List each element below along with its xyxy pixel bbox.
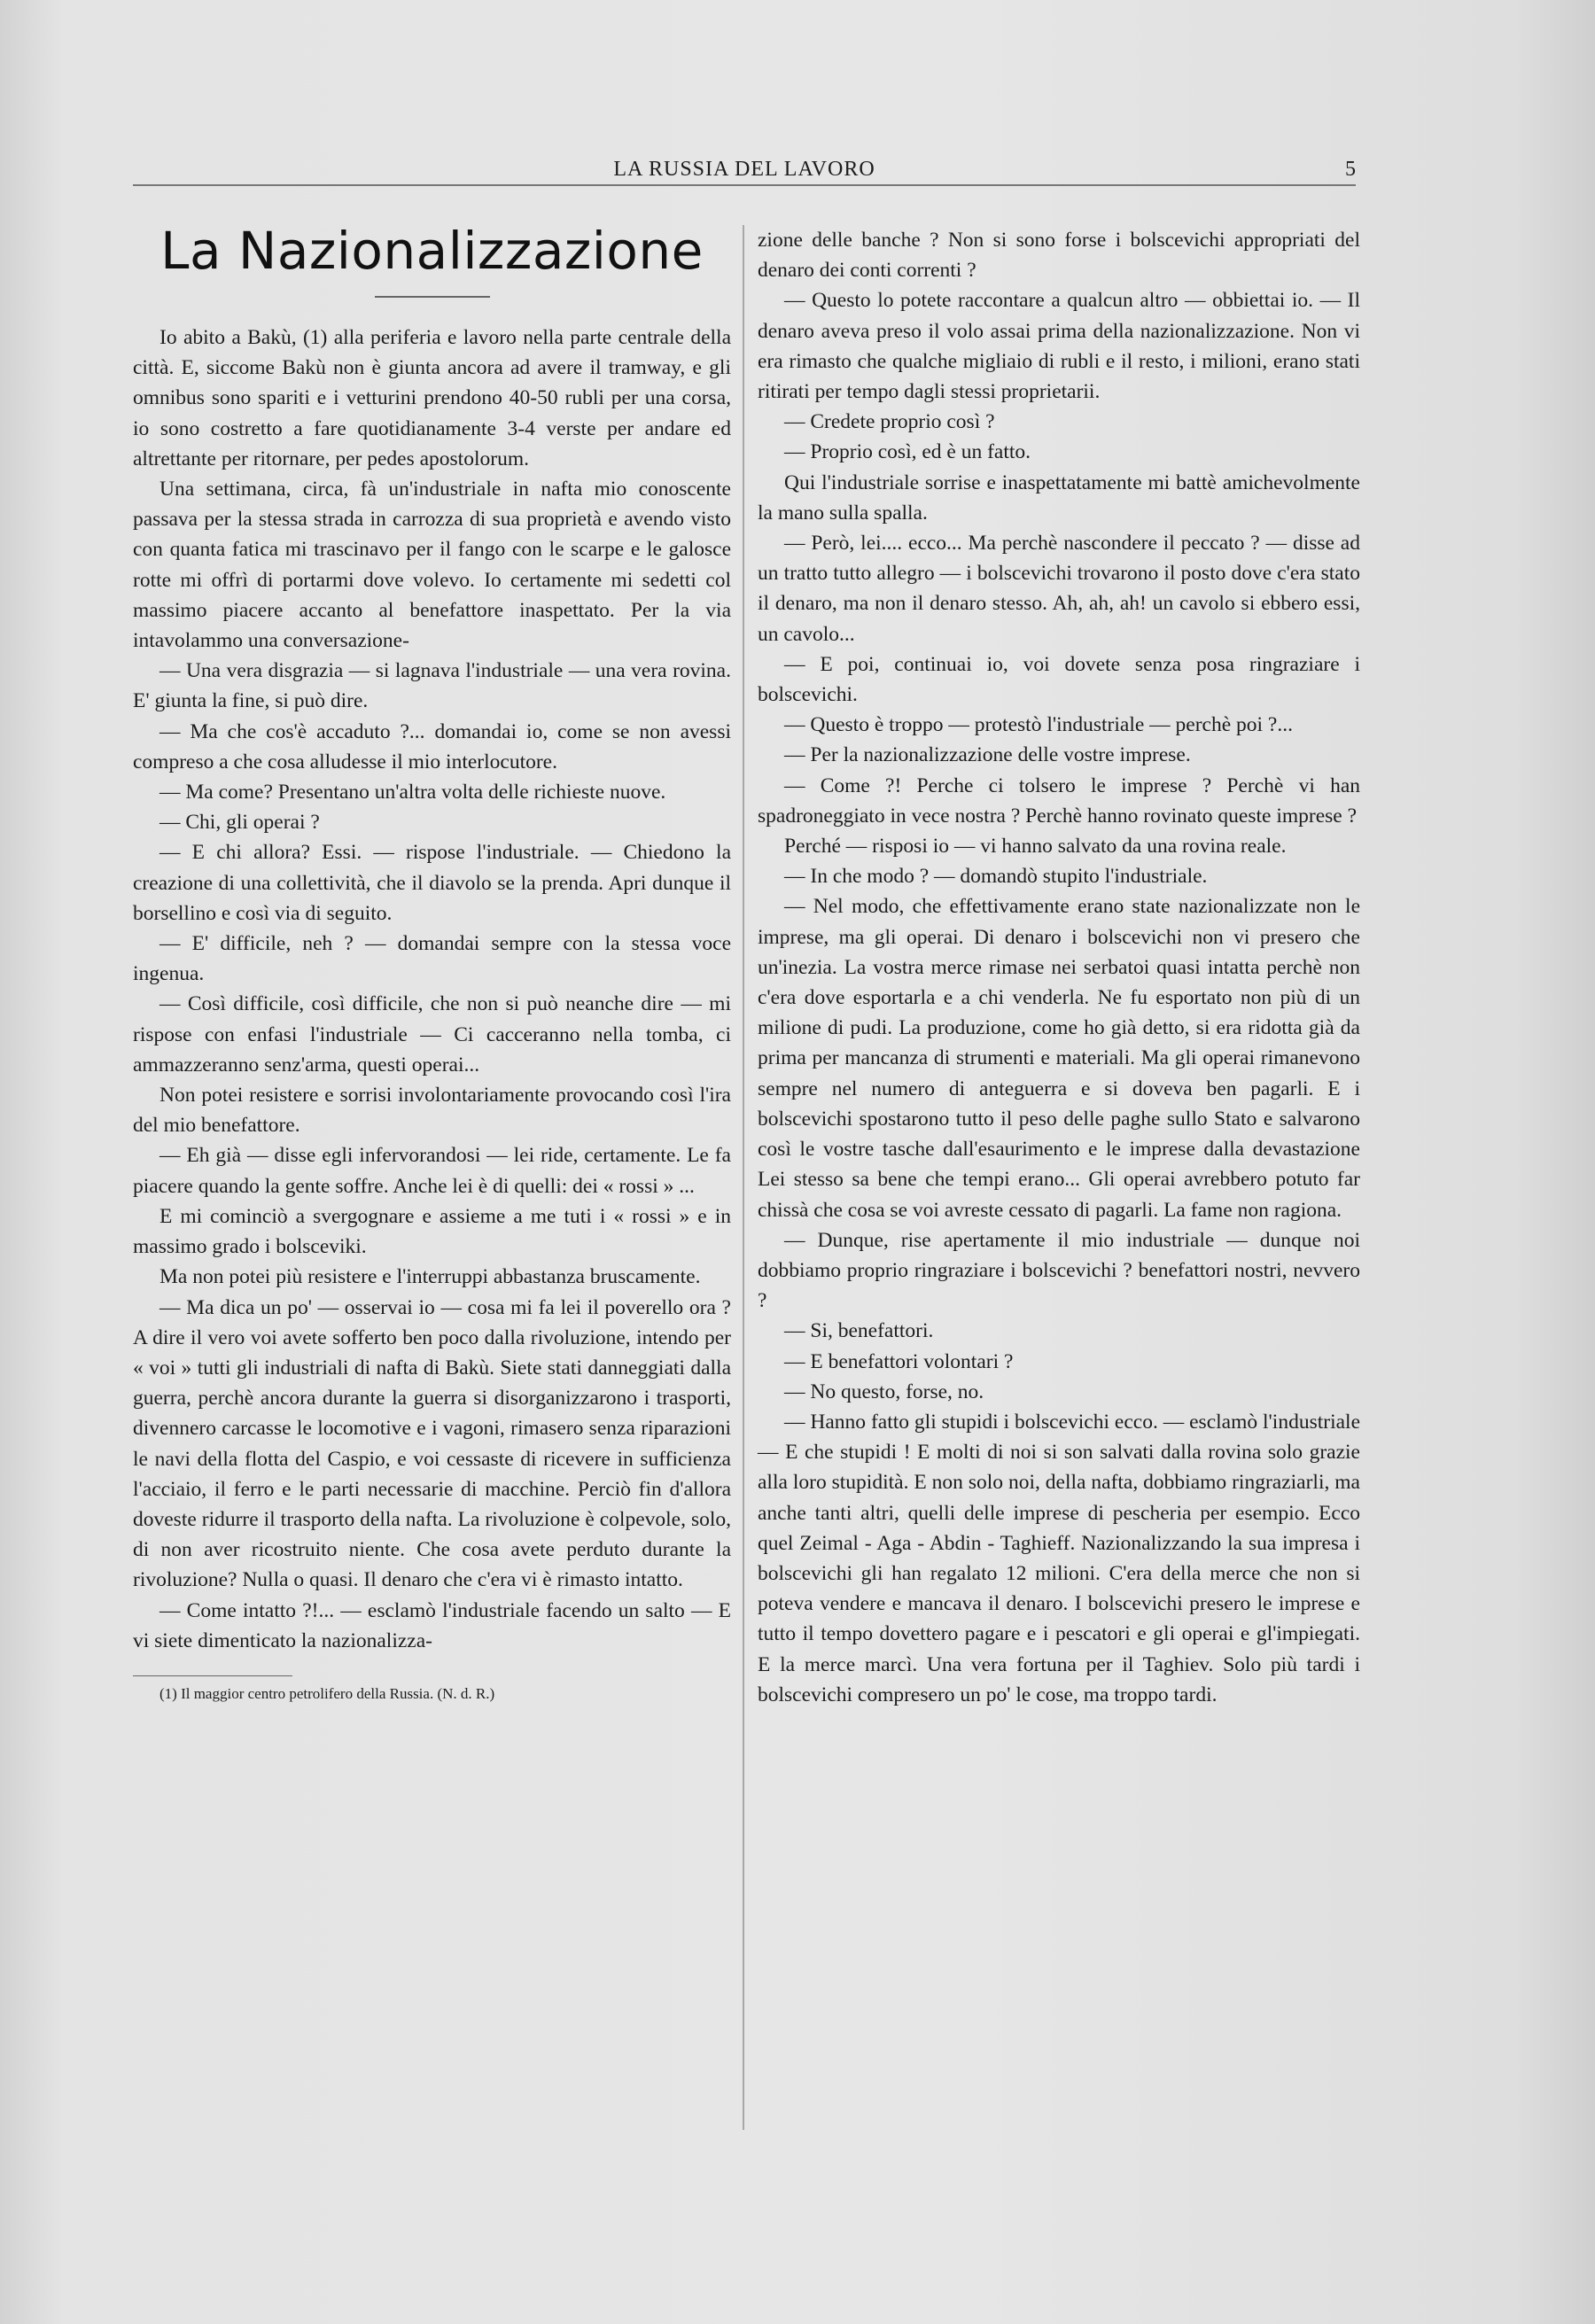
paragraph: Una settimana, circa, fà un'industriale in nafta mio conoscente passava per la stessa strada in carrozza di sua proprietà e avendo visto con quanta fatica mi trascinavo per il fango con le scarpe e le galosce rotte mi offrì di portarmi dove volevo. Io certamente mi sedetti col massimo piacere accanto al benefattore inaspettato. Per la via intavolammo una conversazione- [133,478,731,653]
title-rule [375,296,490,298]
footnote: (1) Il maggior centro petrolifero della Russia. (N. d. R.) [160,1684,495,1702]
page-number: 5 [1345,158,1356,181]
paragraph: — Ma che cos'è accaduto ?... domandai io, come se non avessi compreso a che cosa alludesse il mio interlocutore. [133,719,731,773]
paragraph: — Dunque, rise apertamente il mio industriale — dunque noi dobbiamo proprio ringraziare i bolscevichi ? benefattori nostri, nevvero ? [758,1228,1360,1313]
footnote-rule [133,1675,292,1676]
paragraph: — Così difficile, così difficile, che non si può neanche dire — mi rispose con enfasi l'industriale — Ci cacceranno nella tomba, ci ammazzeranno senz'arma, questi operai... [133,992,731,1077]
paragraph: Io abito a Bakù, (1) alla periferia e lavoro nella parte centrale della città. E, siccome Bakù non è giunta ancora ad avere il tramway, e gli omnibus sono spariti e i vetturini prendono 40-50 rubli per una corsa, io sono costretto a fare quotidianamente 3-4 verste per andare ed altrettante per ritornare, per pedes apostolorum. [133,326,731,470]
paragraph: Ma non potei più resistere e l'interruppi abbastanza bruscamente. [160,1265,701,1289]
paragraph: Perché — risposi io — vi hanno salvato da una rovina reale. [784,835,1287,859]
right-column [758,225,1360,1710]
column-divider [743,225,744,2130]
paragraph: — E' difficile, neh ? — domandai sempre con la stessa voce ingenua. [133,932,731,986]
paragraph: — Ma come? Presentano un'altra volta delle richieste nuove. [160,781,666,804]
paragraph: — Come intatto ?!... — esclamò l'industriale facendo un salto — E vi siete dimenticato la nazionalizza- [133,1598,731,1652]
paragraph: — Proprio così, ed è un fatto. [784,440,1031,464]
paragraph: — Una vera disgrazia — si lagnava l'industriale — una vera rovina. E' giunta la fine, si può dire. [133,659,731,713]
running-header [133,158,1356,186]
paragraph: — Ma dica un po' — osservai io — cosa mi fa lei il poverello ora ? A dire il vero voi avete sofferto ben poco dalla rivoluzione, intendo per « voi » tutti gli industriali di nafta di Bakù. Siete stati danneggiati dalla guerra, perchè ancora durante la guerra si disorganizzarono i trasporti, divennero carcasse le locomotive e i vagoni, rimasero senza riparazioni le navi della flotta del Caspio, e voi cessaste di ricevere in sufficienza l'acciaio, il ferro e le parti necessarie di macchine. Perciò fin d'allora doveste ridurre il trasporto della nafta. La rivoluzione è colpevole, solo, di non aver ricostruito niente. Che cosa avete perduto durante la rivoluzione? Nulla o quasi. Il denaro che c'era vi è rimasto intatto. [133,1295,731,1592]
paragraph: — Si, benefattori. [784,1319,934,1343]
paragraph: E mi cominciò a svergognare e assieme a me tuti i « rossi » e in massimo grado i bolsceviki. [133,1204,731,1259]
paragraph: — E benefattori volontari ? [784,1349,1014,1373]
paragraph: — Questo è troppo — protestò l'industriale — perchè poi ?... [784,713,1293,737]
paragraph: Qui l'industriale sorrise e inaspettatamente mi battè amichevolmente la mano sulla spalla. [758,470,1360,525]
paragraph: — Credete proprio così ? [784,410,995,434]
paragraph: — Come ?! Perche ci tolsero le imprese ? Perchè vi han spadroneggiato in vece nostra ? Perchè hanno rovinato queste imprese ? [758,773,1360,828]
paragraph: — No questo, forse, no. [784,1380,984,1403]
paragraph: — Chi, gli operai ? [160,811,320,835]
paragraph: — Per la nazionalizzazione delle vostre imprese. [784,743,1191,767]
paragraph: — Però, lei.... ecco... Ma perchè nascondere il peccato ? — disse ad un tratto tutto allegro — i bolscevichi trovarono il posto dove c'era stato il denaro, ma non il denaro stesso. Ah, ah, ah! un cavolo si ebbero essi, un cavolo... [758,532,1360,646]
paragraph: — E chi allora? Essi. — rispose l'industriale. — Chiedono la creazione di una collettività, che il diavolo se la prenda. Apri dunque il borsellino e così via di seguito. [133,841,731,925]
left-column [133,220,731,1705]
paragraph: zione delle banche ? Non si sono forse i bolscevichi appropriati del denaro dei conti correnti ? [758,229,1360,283]
paragraph: — In che modo ? — domandò stupito l'industriale. [784,865,1208,889]
paragraph: — Eh già — disse egli infervorandosi — lei ride, certamente. Le fa piacere quando la gente soffre. Anche lei è di quelli: dei « rossi » ... [133,1144,731,1198]
publication-title: LA RUSSIA DEL LAVORO [613,158,875,181]
paragraph: — E poi, continuai io, voi dovete senza posa ringraziare i bolscevichi. [758,652,1360,707]
paragraph: — Nel modo, che effettivamente erano state nazionalizzate non le imprese, ma gli operai. Di denaro i bolscevichi non vi presero che un'inezia. La vostra merce rimase nei serbatoi quasi intatta perchè non c'era dove esportarla e a chi venderla. Ne fu esportato non più di un milione di pudi. La produzione, come ho già detto, si era ridotta già da prima per mancanza di strumenti e materiali. Ma gli operai rimanevono sempre nel numero di anteguerra e si doveva ben pagarli. E i bolscevichi spostarono tutto il peso delle paghe sullo Stato e salvarono così le vostre tasche dall'esaurimento e le imprese dalla devastazione Lei stesso sa bene che tempi erano... Gli operai avrebbero potuto far chissà che cosa se voi avreste cessato di pagarli. La fame non ragiona. [758,895,1360,1222]
paragraph: — Questo lo potete raccontare a qualcun altro — obbiettai io. — Il denaro aveva preso il volo assai prima della nazionalizzazione. Non vi era rimasto che qualche migliaio di rubli e il resto, i milioni, erano stati ritirati per tempo dagli stessi proprietarii. [758,289,1360,404]
article-title: La Nazionalizzazione [160,221,704,281]
paragraph: — Hanno fatto gli stupidi i bolscevichi ecco. — esclamò l'industriale — E che stupidi ! E molti di noi si son salvati dalla rovina solo grazie alla loro stupidità. E non solo noi, della nafta, dobbiamo ringraziarli, ma anche tanti altri, quelli delle imprese di pescheria per esempio. Ecco quel Zeimal - Aga - Abdin - Taghieff. Nazionalizzando la sua impresa i bolscevichi gli han regalato 12 milioni. C'era della merce che non si poteva vendere e mancava il denaro. I bolscevichi presero le imprese e tutto il tempo dovettero pagare e i pescatori e gli operai e gl'impiegati. E la merce marcì. Una vera fortuna per il Taghiev. Solo più tardi i bolscevichi compresero un po' le cose, ma troppo tardi. [758,1410,1360,1706]
paragraph: Non potei resistere e sorrisi involontariamente provocando così l'ira del mio benefattore. [133,1084,731,1138]
